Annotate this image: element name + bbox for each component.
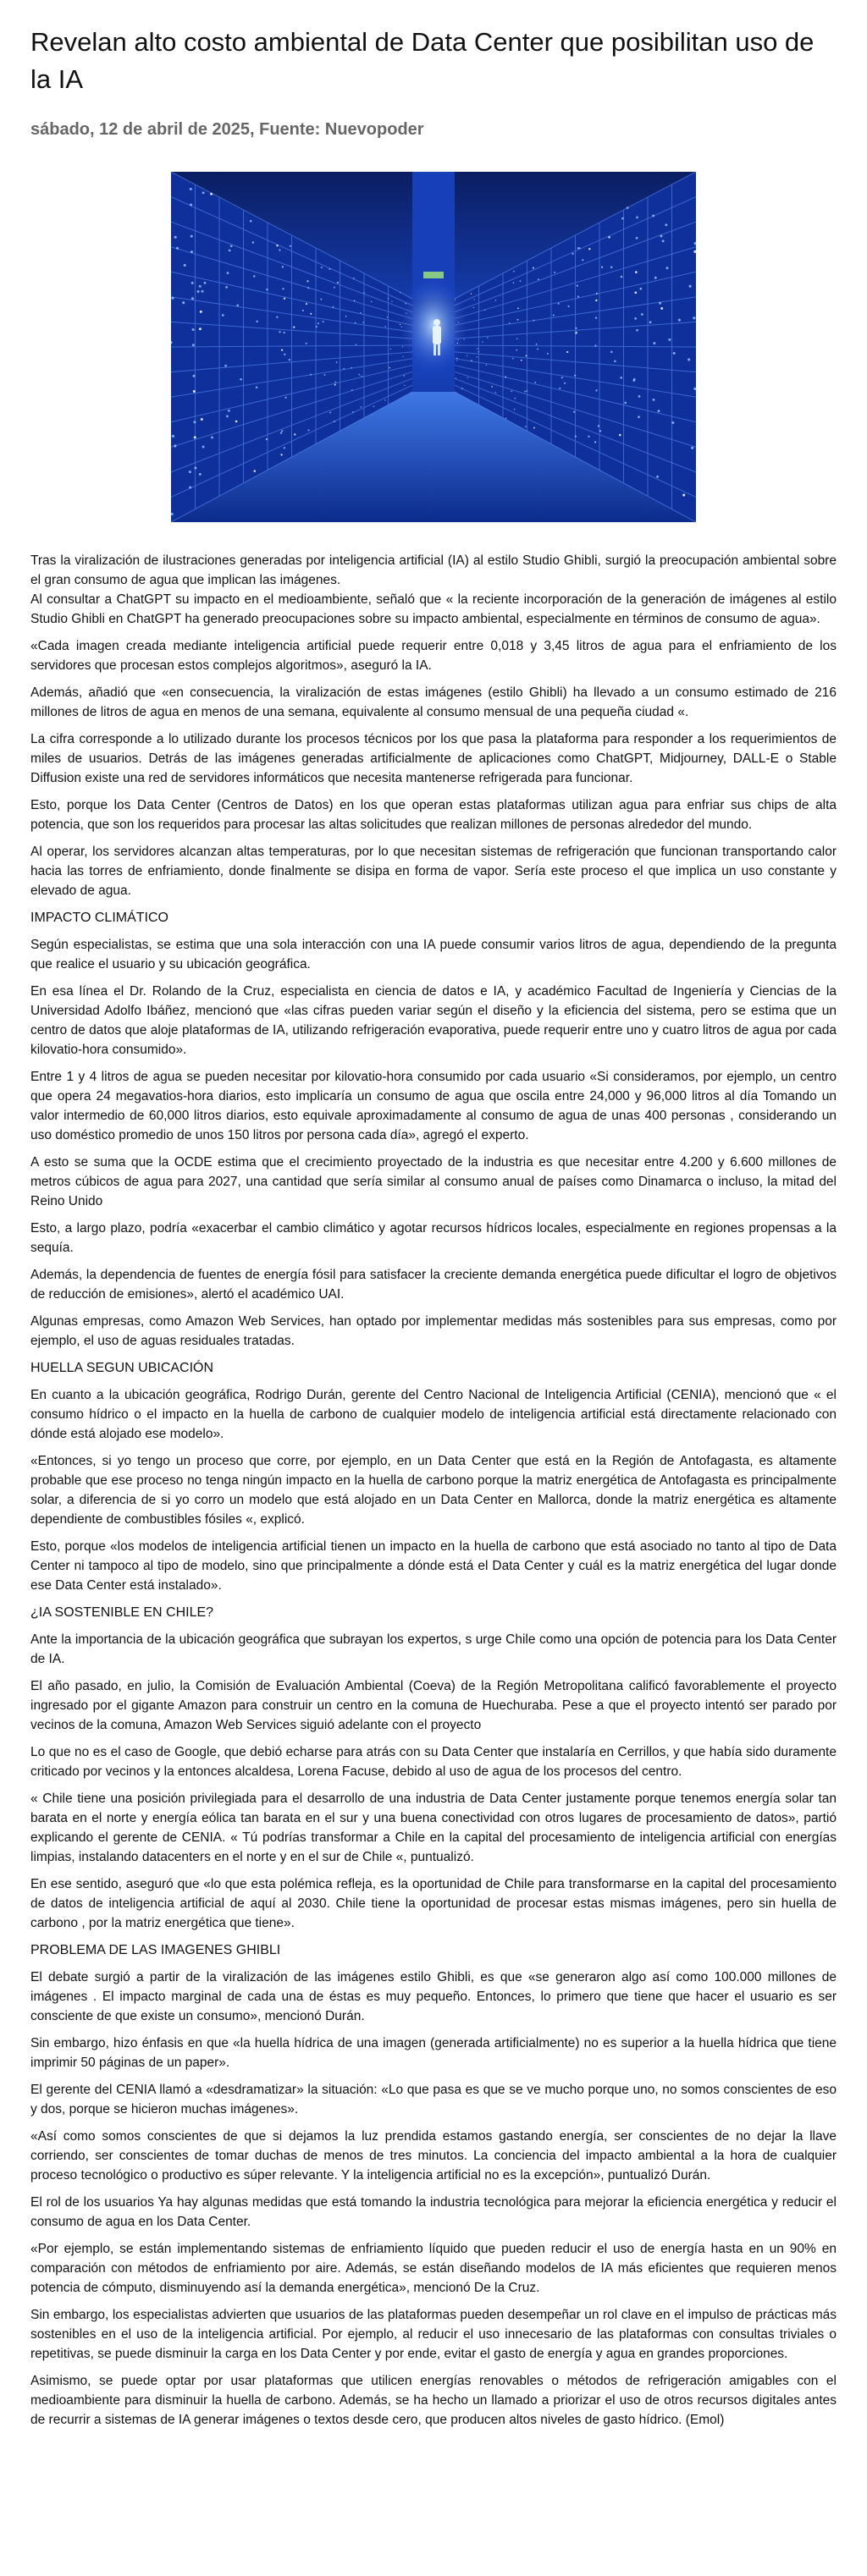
article-paragraph: Esto, porque «los modelos de inteligencia artificial tienen un impacto en la huella de carbono que está asociado no tanto al tipo de Data Center ni tampoco al tipo de modelo, sino que principalmente a dónde está el Data Center y cuál es la matriz energética del lugar donde ese Data Center está instalado».: [30, 1539, 837, 1593]
article-paragraph: El gerente del CENIA llamó a «desdramatizar» la situación: «Lo que pasa es que se ve mucho porque uno, no somos conscientes de eso y dos, porque se hicieron muchas imágenes».: [30, 2083, 837, 2116]
article-page: [30, 0, 837, 2471]
article-paragraph: Al operar, los servidores alcanzan altas temperaturas, por lo que necesitan sistemas de refrigeración que funcionan transportando calor hacia las torres de enfriamiento, donde finalmente se disipa en forma de vapor. Sería este proceso el que implica un uso constante y elevado de agua.: [30, 845, 837, 898]
article-paragraph: Sin embargo, hizo énfasis en que «la huella hídrica de una imagen (generada artificialmente) no es superior a la huella hídrica que tiene imprimir 50 páginas de un paper».: [30, 2036, 837, 2070]
article-paragraph: Algunas empresas, como Amazon Web Services, han optado por implementar medidas más sostenibles para sus empresas, como por ejemplo, el uso de aguas residuales tratadas.: [30, 1314, 837, 1348]
section-heading: PROBLEMA DE LAS IMAGENES GHIBLI: [30, 1943, 281, 1957]
article-paragraph: Según especialistas, se estima que una sola interacción con una IA puede consumir varios litros de agua, dependiendo de la pregunta que realice el usuario y su ubicación geográfica.: [30, 938, 837, 972]
article-paragraph: Lo que no es el caso de Google, que debió echarse para atrás con su Data Center que instalaría en Cerrillos, y que había sido duramente criticado por vecinos y la entonces alcaldesa, Lorena Facuse, debido al uso de agua de los procesos del centro.: [30, 1745, 837, 1779]
article-paragraph: El debate surgió a partir de la viralización de las imágenes estilo Ghibli, es que «se generaron algo así como 100.000 millones de imágenes . El impacto marginal de cada una de éstas es muy pequeño. Entonces, lo primero que tiene que hacer el usuario es ser consciente de que existe un consumo», mencionó Durán.: [30, 1970, 837, 2023]
article-body: [30, 551, 837, 2430]
article-paragraph: Ante la importancia de la ubicación geográfica que subrayan los expertos, s urge Chile como una opción de potencia para los Data Center de IA.: [30, 1632, 837, 1666]
article-paragraph: Esto, porque los Data Center (Centros de Datos) en los que operan estas plataformas utilizan agua para enfriar sus chips de alta potencia, que son los requeridos para procesar las altas solicitudes que realizan millones de personas alrededor del mundo.: [30, 798, 837, 832]
data-center-photo-icon: [171, 172, 696, 522]
article-paragraph: « Chile tiene una posición privilegiada para el desarrollo de una industria de Data Center justamente porque tenemos energía solar tan barata en el norte y energía eólica tan barata en el sur y una buena conectividad con otros lugares de procesamiento de datos», partió explicando el gerente de CENIA. « Tú podrías transformar a Chile en la capital del procesamiento de inteligencia artificial con energías limpias, instalando datacenters en el norte y en el sur de Chile «, puntualizó.: [30, 1792, 837, 1864]
article-paragraph: «Entonces, si yo tengo un proceso que corre, por ejemplo, en un Data Center que está en la Región de Antofagasta, es altamente probable que ese proceso no tenga ningún impacto en la huella de carbono porque la matriz energética de Antofagasta es principalmente solar, a diferencia de si yo corro un modelo que está alojado en un Data Center en Mallorca, donde la matriz energética es altamente dependiente de combustibles fósiles «, explicó.: [30, 1454, 837, 1527]
article-paragraph: Al consultar a ChatGPT su impacto en el medioambiente, señaló que « la reciente incorporación de la generación de imágenes al estilo Studio Ghibli en ChatGPT ha generado preocupaciones sobre su impacto ambiental, especialmente en términos de consumo de agua».: [30, 592, 837, 626]
article-paragraph: En esa línea el Dr. Rolando de la Cruz, especialista en ciencia de datos e IA, y académico Facultad de Ingeniería y Ciencias de la Universidad Adolfo Ibáñez, mencionó que «las cifras pueden variar según el diseño y la eficiencia del sistema, pero se estima que un centro de datos que aloje plataformas de IA, utilizando refrigeración evaporativa, puede requerir entre uno y cuatro litros de agua por cada kilovatio-hora consumido».: [30, 984, 837, 1057]
article-paragraph: Sin embargo, los especialistas advierten que usuarios de las plataformas pueden desempeñar un rol clave en el impulso de prácticas más sostenibles en el uso de la inteligencia artificial. Por ejemplo, al reducir el uso innecesario de las plataformas con consultas triviales o repetitivas, se puede disminuir la carga en los Data Center y por ende, evitar el gasto de energía y agua en grandes proporciones.: [30, 2308, 837, 2361]
section-heading: HUELLA SEGUN UBICACIÓN: [30, 1361, 214, 1375]
article-paragraph: En ese sentido, aseguró que «lo que esta polémica refleja, es la oportunidad de Chile para transformarse en la capital del procesamiento de datos de inteligencia artificial de aquí al 2030. Chile tiene la oportunidad de procesar estas mismas imágenes, pero sin huella de carbono , por la matriz energética que tiene».: [30, 1877, 837, 1930]
article-paragraph: En cuanto a la ubicación geográfica, Rodrigo Durán, gerente del Centro Nacional de Inteligencia Artificial (CENIA), mencionó que « el consumo hídrico o el impacto en la huella de carbono de cualquier modelo de inteligencia artificial está directamente relacionado con dónde está alojado ese modelo».: [30, 1388, 837, 1441]
article-paragraph: Entre 1 y 4 litros de agua se pueden necesitar por kilovatio-hora consumido por cada usuario «Si consideramos, por ejemplo, un centro que opera 24 megavatios-hora diarios, esto implicaría un consumo de agua que oscila entre 24,000 y 96,000 litros al día Tomando un valor intermedio de 60,000 litros diarios, esto equivale aproximadamente al consumo de agua de unas 400 personas , considerando un uso doméstico promedio de unos 150 litros por persona cada día», agregó el experto.: [30, 1070, 837, 1142]
article-paragraph: El rol de los usuarios Ya hay algunas medidas que está tomando la industria tecnológica para mejorar la eficiencia energética y reducir el consumo de agua en los Data Center.: [30, 2195, 837, 2229]
article-paragraph: Tras la viralización de ilustraciones generadas por inteligencia artificial (IA) al estilo Studio Ghibli, surgió la preocupación ambiental sobre el gran consumo de agua que implican las imágenes.: [30, 553, 837, 587]
data-center-photo: [171, 172, 696, 522]
article-dateline: sábado, 12 de abril de 2025, Fuente: Nuevopoder: [30, 120, 424, 139]
article-paragraph: La cifra corresponde a lo utilizado durante los procesos técnicos por los que pasa la plataforma para responder a los requerimientos de miles de usuarios. Detrás de las imágenes generadas artificialmente de aplicaciones como ChatGPT, Midjourney, DALL-E o Stable Diffusion existe una red de servidores informáticos que necesita mantenerse refrigerada para funcionar.: [30, 732, 837, 785]
article-paragraph: El año pasado, en julio, la Comisión de Evaluación Ambiental (Coeva) de la Región Metropolitana calificó favorablemente el proyecto ingresado por el gigante Amazon para construir un centro en la comuna de Huechuraba. Pese a que el proyecto intentó ser parado por vecinos de la comuna, Amazon Web Services siguió adelante con el proyecto: [30, 1679, 837, 1732]
article-paragraph: Además, la dependencia de fuentes de energía fósil para satisfacer la creciente demanda energética puede dificultar el logro de objetivos de reducción de emisiones», alertó el académico UAI.: [30, 1268, 837, 1302]
article-paragraph: Esto, a largo plazo, podría «exacerbar el cambio climático y agotar recursos hídricos locales, especialmente en regiones propensas a la sequía.: [30, 1221, 837, 1255]
article-paragraph: Asimismo, se puede optar por usar plataformas que utilicen energías renovables o métodos de refrigeración amigables con el medioambiente para disminuir la huella de carbono. Además, se ha hecho un llamado a priorizar el uso de otros recursos digitales antes de recurrir a sistemas de IA generar imágenes o textos desde cero, que producen altos niveles de gasto hídrico. (Emol): [30, 2374, 837, 2427]
article-paragraph: «Así como somos conscientes de que si dejamos la luz prendida estamos gastando energía, ser conscientes de no dejar la llave corriendo, ser conscientes de tomar duchas de menos de tres minutos. La conciencia del impacto ambiental a la hora de cualquier proceso tecnológico o productivo es súper relevante. Y la inteligencia artificial no es la excepción», puntualizó Durán.: [30, 2129, 837, 2182]
article-paragraph: Además, añadió que «en consecuencia, la viralización de estas imágenes (estilo Ghibli) ha llevado a un consumo estimado de 216 millones de litros de agua en menos de una semana, equivalente al consumo mensual de una pequeña ciudad «.: [30, 685, 837, 719]
section-heading: ¿IA SOSTENIBLE EN CHILE?: [30, 1605, 214, 1620]
article-paragraph: A esto se suma que la OCDE estima que el crecimiento proyectado de la industria es que necesitar entre 4.200 y 6.600 millones de metros cúbicos de agua para 2027, una cantidad que sería similar al consumo anual de países como Dinamarca o incluso, la mitad del Reino Unido: [30, 1155, 837, 1208]
article-paragraph: «Cada imagen creada mediante inteligencia artificial puede requerir entre 0,018 y 3,45 litros de agua para el enfriamiento de los servidores que procesan estos complejos algoritmos», aseguró la IA.: [30, 639, 837, 673]
article-paragraph: «Por ejemplo, se están implementando sistemas de enfriamiento líquido que pueden reducir el uso de energía hasta en un 90% en comparación con métodos de enfriamiento por aire. Además, se están diseñando modelos de IA más eficientes que requieren menos potencia de cómputo, disminuyendo así la demanda energética», mencionó De la Cruz.: [30, 2242, 837, 2295]
article-title: Revelan alto costo ambiental de Data Center que posibilitan uso de la IA: [30, 27, 815, 94]
section-heading: IMPACTO CLIMÁTICO: [30, 911, 168, 925]
